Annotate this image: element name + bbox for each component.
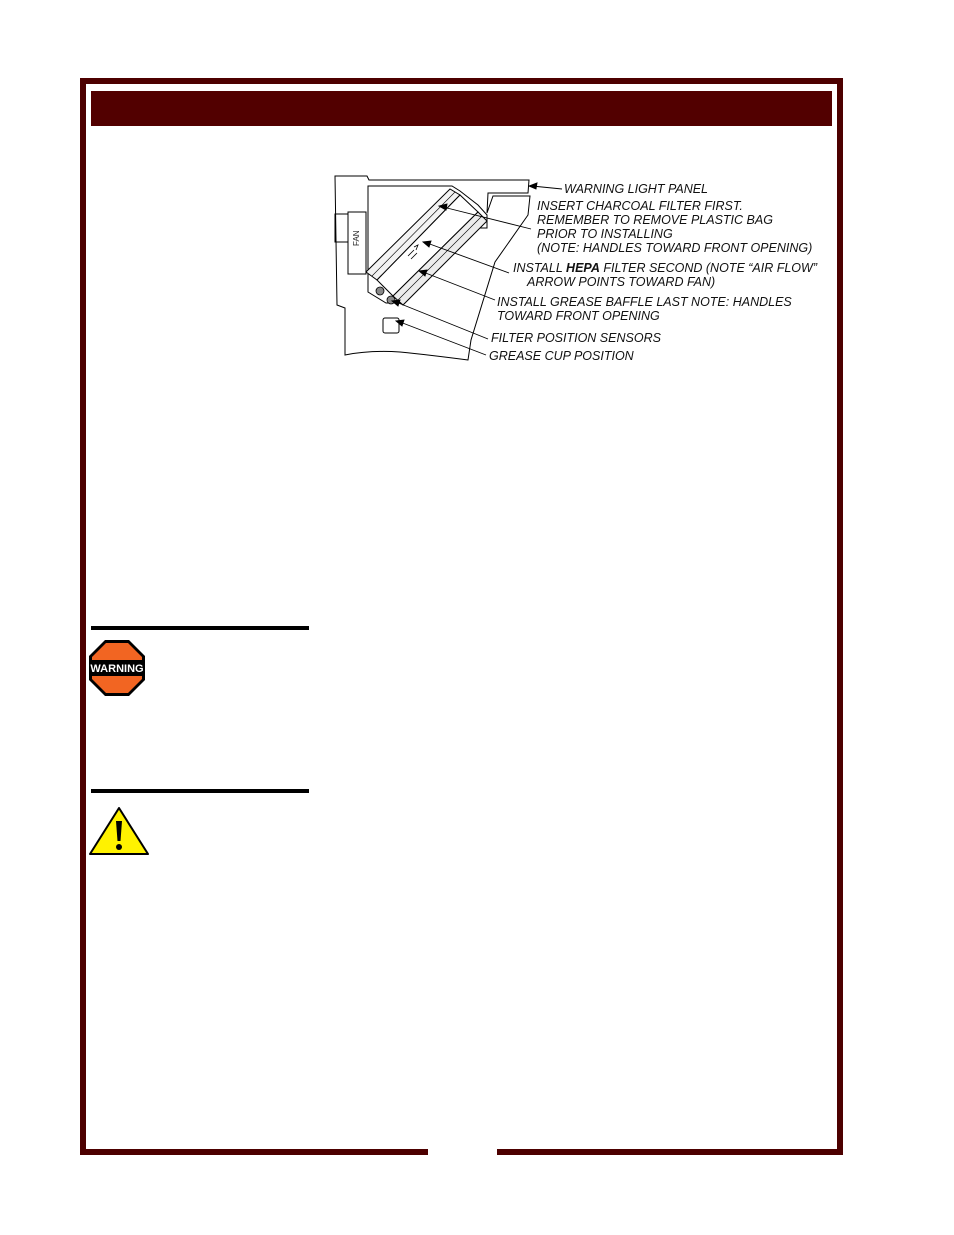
callout-hepa-prefix: INSTALL — [513, 261, 567, 275]
page-frame-bottom-right — [497, 1149, 843, 1155]
callout-baffle-line2: TOWARD FRONT OPENING — [497, 309, 660, 323]
grease-cup — [383, 318, 399, 333]
callout-charcoal-line4: (NOTE: HANDLES TOWARD FRONT OPENING) — [537, 241, 813, 255]
warning-sign-icon — [88, 639, 146, 697]
fan-label: FAN — [352, 230, 361, 246]
warning-sign-text: WARNING — [90, 663, 144, 675]
filter-sensor-1 — [376, 287, 384, 295]
page-frame-left — [80, 78, 86, 1155]
callout-warning-light-panel: WARNING LIGHT PANEL — [564, 182, 709, 196]
callout-hepa-line2: ARROW POINTS TOWARD FAN) — [527, 275, 716, 289]
page-frame-bottom-left — [80, 1149, 428, 1155]
filter-installation-diagram — [330, 170, 830, 370]
page-frame-top — [80, 78, 843, 84]
caution-rule — [91, 789, 309, 793]
callout-hepa-line1 — [513, 261, 818, 275]
caution-triangle-icon — [88, 806, 150, 856]
callout-charcoal-line1: INSERT CHARCOAL FILTER FIRST. — [537, 199, 743, 213]
callout-grease-cup: GREASE CUP POSITION — [489, 349, 634, 363]
section-header-bar — [91, 91, 832, 126]
callout-charcoal-line2: REMEMBER TO REMOVE PLASTIC BAG — [537, 213, 773, 227]
callout-filter-sensors: FILTER POSITION SENSORS — [491, 331, 661, 345]
fan-mount — [335, 214, 348, 242]
warning-rule — [91, 626, 309, 630]
page-frame-right — [837, 78, 843, 1155]
callout-hepa-suffix: FILTER SECOND (NOTE “AIR FLOW” — [599, 261, 817, 275]
callout-charcoal-line3: PRIOR TO INSTALLING — [537, 227, 673, 241]
callout-baffle-line1: INSTALL GREASE BAFFLE LAST NOTE: HANDLES — [497, 295, 792, 309]
callout-hepa-bold: HEPA — [566, 261, 600, 275]
